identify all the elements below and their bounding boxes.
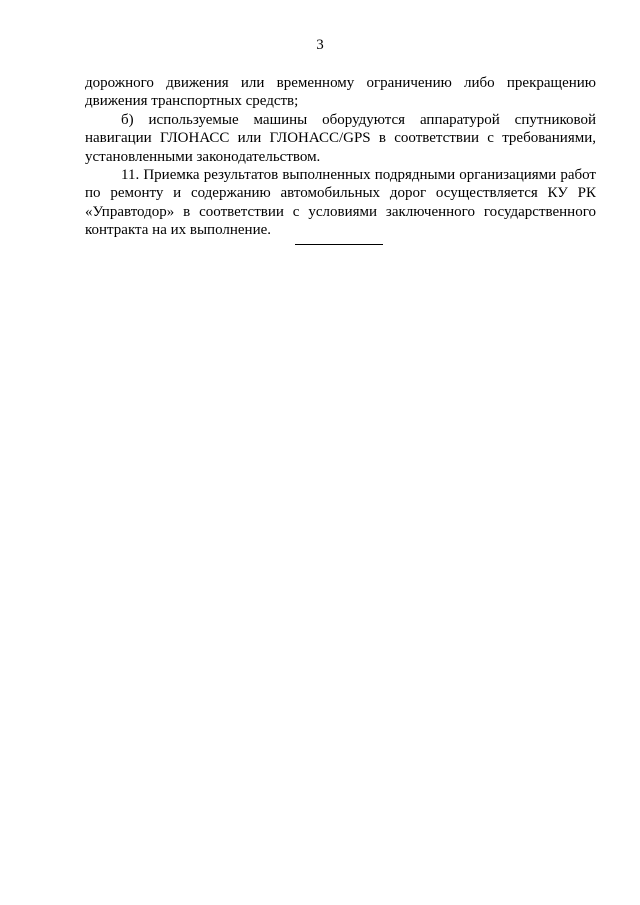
text-line: дорожного движения или временному ограничению либо прекращению (85, 75, 596, 91)
text-line: движения транспортных средств; (85, 93, 299, 110)
text-line: 11. Приемка результатов выполненных подрядными организациями работ (121, 167, 596, 184)
text-line: б) используемые машины оборудуются аппаратурой спутниковой (121, 111, 596, 128)
text-line: установленными законодательством. (85, 148, 321, 165)
page-number: 3 (316, 37, 324, 53)
text-line: «Управтодор» в соответствии с условиями заключенного государственного (85, 203, 596, 220)
document-body (85, 74, 596, 240)
end-divider (295, 244, 383, 245)
text-line: навигации ГЛОНАСС или ГЛОНАСС/GPS в соответствии с требованиями, (85, 130, 596, 147)
text-line: по ремонту и содержанию автомобильных дорог осуществляется КУ РК (85, 185, 596, 202)
text-line: контракта на их выполнение. (85, 222, 272, 239)
